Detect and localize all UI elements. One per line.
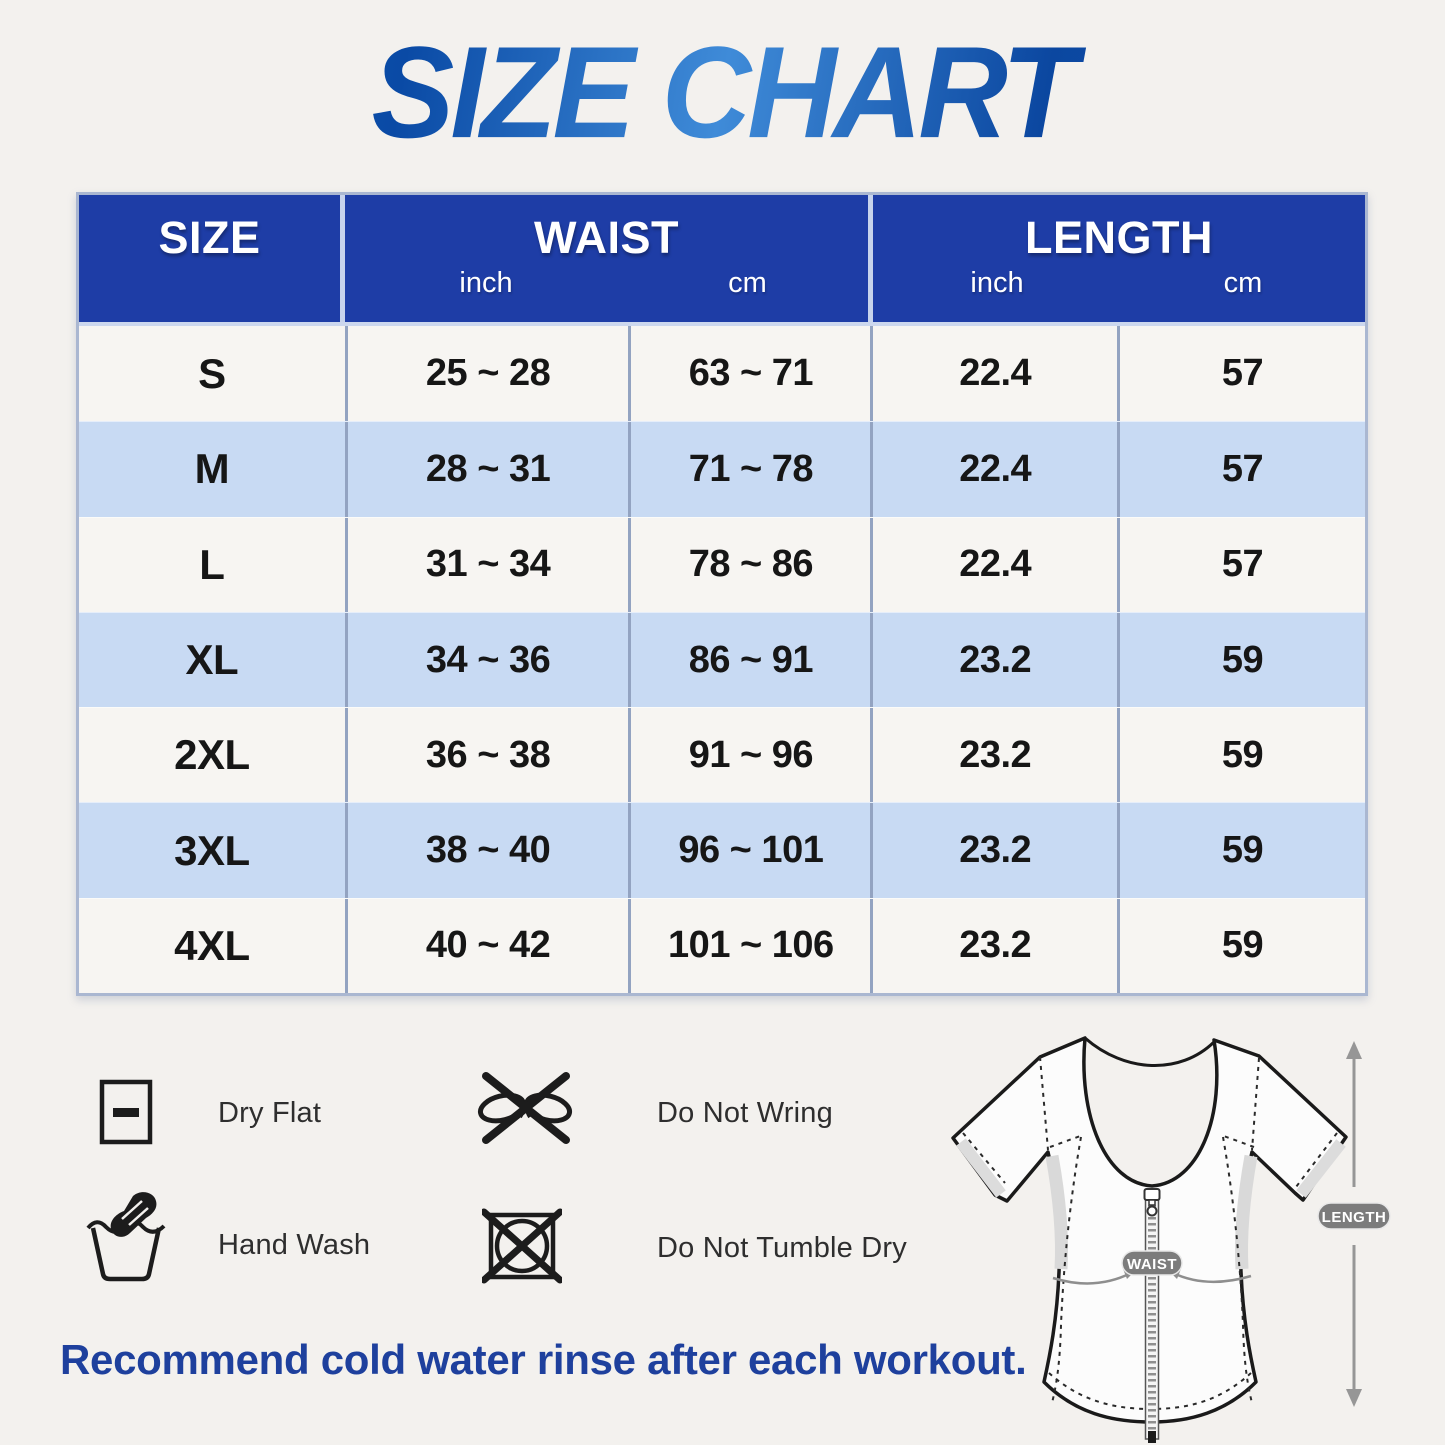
cell-size: 2XL: [174, 731, 250, 779]
cell-size: 4XL: [174, 921, 250, 969]
hand-wash-icon: [86, 1188, 166, 1282]
table-row: [79, 612, 1365, 707]
table-row: [79, 421, 1365, 516]
cell-size: L: [199, 540, 225, 588]
header-waist-section: [340, 195, 868, 322]
do-not-tumble-dry-icon: [482, 1206, 562, 1286]
length-unit-cm: cm: [1223, 267, 1263, 299]
care-label-do-not-tumble-dry: Do Not Tumble Dry: [657, 1232, 907, 1264]
cell-length-inch: 22.4: [870, 422, 1117, 516]
cell-size: XL: [185, 636, 239, 684]
cell-length-cm: 57: [1117, 326, 1365, 421]
cell-waist-cm: 86 ~ 91: [628, 613, 870, 707]
table-row: [79, 326, 1365, 421]
waist-unit-inch: inch: [459, 267, 513, 299]
size-table-header: [79, 195, 1365, 326]
cell-length-inch: 23.2: [870, 708, 1117, 802]
cell-length-cm: 59: [1117, 613, 1365, 707]
cell-waist-cm: 96 ~ 101: [628, 803, 870, 897]
cell-waist-inch: 34 ~ 36: [345, 613, 629, 707]
header-length-label: LENGTH: [1025, 212, 1213, 263]
waist-unit-cm: cm: [728, 267, 767, 299]
cell-length-inch: 22.4: [870, 518, 1117, 612]
header-size-label: SIZE: [158, 212, 261, 263]
care-label-hand-wash: Hand Wash: [218, 1229, 371, 1261]
waist-badge-label: WAIST: [1127, 1256, 1177, 1273]
dry-flat-icon: [98, 1078, 154, 1146]
length-badge-label: LENGTH: [1321, 1209, 1387, 1226]
table-row: [79, 707, 1365, 802]
care-label-dry-flat: Dry Flat: [218, 1097, 322, 1129]
cell-size: 3XL: [174, 826, 250, 874]
length-unit-inch: inch: [970, 267, 1024, 299]
cell-waist-cm: 78 ~ 86: [628, 518, 870, 612]
cell-size: S: [198, 349, 226, 397]
cell-length-cm: 59: [1117, 899, 1365, 993]
do-not-wring-icon: [474, 1068, 576, 1148]
care-label-do-not-wring: Do Not Wring: [657, 1097, 833, 1129]
cell-waist-inch: 31 ~ 34: [345, 518, 629, 612]
cell-length-cm: 59: [1117, 708, 1365, 802]
cell-length-inch: 23.2: [870, 899, 1117, 993]
cell-waist-inch: 40 ~ 42: [345, 899, 629, 993]
cell-length-inch: 23.2: [870, 613, 1117, 707]
footer-note: Recommend cold water rinse after each workout.: [60, 1336, 1027, 1383]
cell-waist-inch: 25 ~ 28: [345, 326, 629, 421]
cell-length-inch: 23.2: [870, 803, 1117, 897]
header-waist-label: WAIST: [534, 212, 679, 263]
header-length-section: [868, 195, 1365, 322]
header-waist-units: [345, 267, 868, 307]
table-row: [79, 898, 1365, 993]
cell-length-cm: 57: [1117, 518, 1365, 612]
waist-badge: [1122, 1251, 1182, 1275]
table-row: [79, 517, 1365, 612]
zipper: [1145, 1189, 1160, 1443]
cell-waist-cm: 101 ~ 106: [628, 899, 870, 993]
size-table: [76, 192, 1368, 996]
cell-length-cm: 59: [1117, 803, 1365, 897]
cell-waist-cm: 71 ~ 78: [628, 422, 870, 516]
cell-length-cm: 57: [1117, 422, 1365, 516]
cell-waist-inch: 36 ~ 38: [345, 708, 629, 802]
size-table-body: [79, 326, 1365, 993]
cell-waist-inch: 28 ~ 31: [345, 422, 629, 516]
header-size-section: [79, 195, 340, 322]
cell-waist-cm: 63 ~ 71: [628, 326, 870, 421]
cell-length-inch: 22.4: [870, 326, 1117, 421]
page-title: SIZE CHART: [0, 18, 1445, 167]
length-badge: [1318, 1203, 1390, 1229]
cell-waist-inch: 38 ~ 40: [345, 803, 629, 897]
cell-waist-cm: 91 ~ 96: [628, 708, 870, 802]
cell-size: M: [194, 445, 230, 493]
header-length-units: [873, 267, 1365, 307]
table-row: [79, 802, 1365, 897]
